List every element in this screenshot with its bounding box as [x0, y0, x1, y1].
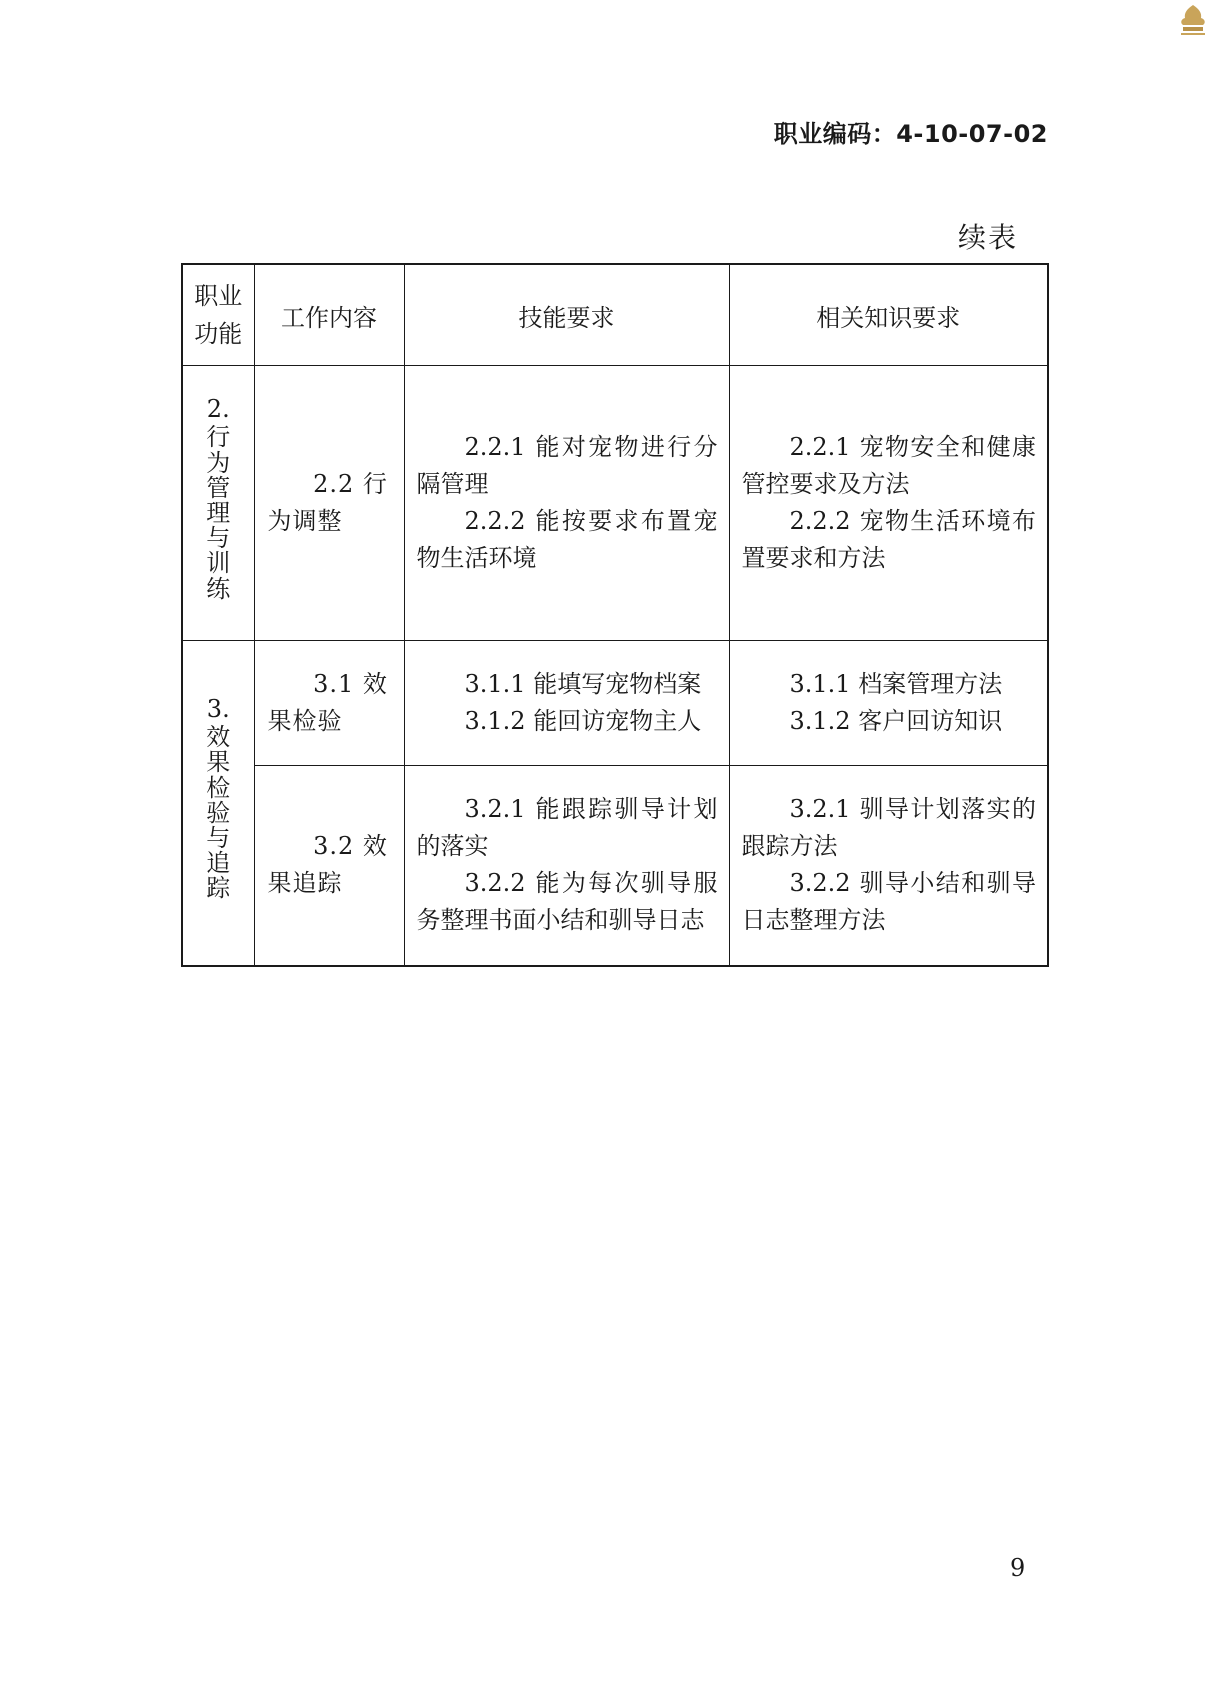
function-number: 3. — [206, 695, 230, 723]
skills-cell: 2.2.1 能对宠物进行分隔管理 2.2.2 能按要求布置宠物生活环境 — [404, 366, 729, 641]
work-content-cell: 3.1 效果检验 — [254, 641, 404, 766]
header-skill-requirements: 技能要求 — [404, 264, 729, 366]
page-number: 9 — [1010, 1554, 1026, 1582]
table-row — [182, 766, 1048, 966]
work-content-cell: 3.2 效果追踪 — [254, 766, 404, 966]
function-number: 2. — [206, 395, 230, 424]
table-row — [182, 366, 1048, 641]
function-cell — [182, 641, 254, 966]
header-work-content: 工作内容 — [254, 264, 404, 366]
header-knowledge-requirements: 相关知识要求 — [729, 264, 1048, 366]
knowledge-cell: 2.2.1 宠物安全和健康管控要求及方法 2.2.2 宠物生活环境布置要求和方法 — [729, 366, 1048, 641]
continued-label: 续表 — [957, 221, 1018, 254]
function-name: 行 为 管 理 与 训 练 — [206, 423, 231, 603]
skills-cell: 3.2.1 能跟踪驯导计划的落实 3.2.2 能为每次驯导服务整理书面小结和驯导日志 — [404, 766, 729, 966]
work-content-cell: 2.2 行为调整 — [254, 366, 404, 641]
table-row — [182, 641, 1048, 766]
publisher-logo-icon — [1176, 2, 1210, 38]
occupation-code: 职业编码：4-10-07-02 — [773, 120, 1048, 148]
table-header-row — [182, 264, 1048, 366]
function-name: 效 果 检 验 与 追 踪 — [206, 723, 231, 903]
knowledge-cell: 3.1.1 档案管理方法 3.1.2 客户回访知识 — [729, 641, 1048, 766]
knowledge-cell: 3.2.1 驯导计划落实的跟踪方法 3.2.2 驯导小结和驯导日志整理方法 — [729, 766, 1048, 966]
function-cell — [182, 366, 254, 641]
occupation-table — [181, 263, 1049, 967]
skills-cell: 3.1.1 能填写宠物档案 3.1.2 能回访宠物主人 — [404, 641, 729, 766]
header-function: 职业功能 — [182, 264, 254, 366]
